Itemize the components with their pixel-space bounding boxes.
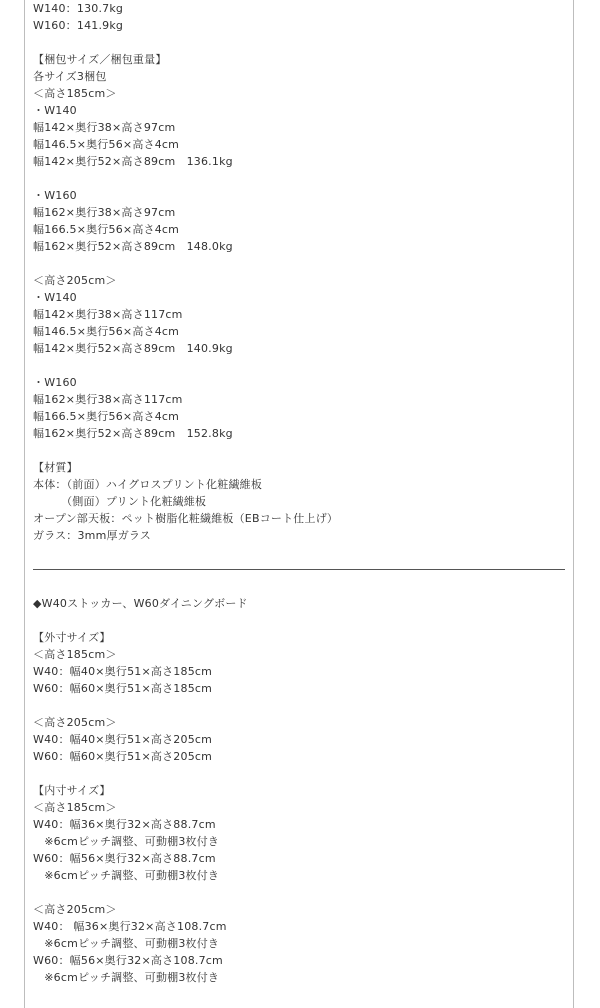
spec-line: ※6cmピッチ調整、可動棚3枚付き — [33, 835, 220, 848]
spec-line: W160：141.9kg — [33, 19, 124, 32]
spec-line: ＜高さ185cm＞ — [33, 648, 117, 661]
spec-line: ＜高さ205cm＞ — [33, 716, 117, 729]
blank-line — [33, 765, 573, 782]
section-divider — [33, 561, 573, 578]
spec-line: W140：130.7kg — [33, 2, 124, 15]
spec-line: ・W160 — [33, 376, 77, 389]
spec-line: ・W140 — [33, 104, 77, 117]
blank-line — [33, 357, 573, 374]
spec-line: ※6cmピッチ調整、可動棚3枚付き — [33, 971, 220, 984]
spec-line: W60：幅60×奥行51×高さ205cm — [33, 750, 213, 763]
spec-line: ・W160 — [33, 189, 77, 202]
blank-line — [33, 170, 573, 187]
blank-line — [33, 578, 573, 595]
spec-line: 【材質】 — [33, 461, 78, 474]
spec-line: 幅162×奥行52×高さ89cm 148.0kg — [33, 240, 233, 253]
spec-line: 【外寸サイズ】 — [33, 631, 111, 644]
spec-line: ◆W40ストッカー、W60ダイニングボード — [33, 597, 248, 610]
spec-line: （側面）プリント化粧繊維板 — [33, 495, 207, 508]
spec-line: 【内寸サイズ】 — [33, 784, 111, 797]
spec-line: 幅146.5×奥行56×高さ4cm — [33, 138, 180, 151]
blank-line — [33, 612, 573, 629]
spec-line: W40：幅36×奥行32×高さ88.7cm — [33, 818, 216, 831]
spec-line: ＜高さ205cm＞ — [33, 274, 117, 287]
spec-line: W40：幅40×奥行51×高さ185cm — [33, 665, 213, 678]
blank-line — [33, 697, 573, 714]
spec-line: W60：幅56×奥行32×高さ108.7cm — [33, 954, 223, 967]
spec-line: 本体：（前面）ハイグロスプリント化粧繊維板 — [33, 478, 263, 491]
spec-line: 幅166.5×奥行56×高さ4cm — [33, 410, 180, 423]
spec-line: ＜高さ185cm＞ — [33, 801, 117, 814]
spec-line: W60：幅56×奥行32×高さ88.7cm — [33, 852, 216, 865]
spec-line: 幅146.5×奥行56×高さ4cm — [33, 325, 180, 338]
spec-line: W60：幅60×奥行51×高さ185cm — [33, 682, 213, 695]
spec-line: 【梱包サイズ／梱包重量】 — [33, 53, 167, 66]
spec-line: 各サイズ3梱包 — [33, 70, 107, 83]
spec-line: ＜高さ185cm＞ — [33, 87, 117, 100]
spec-line: ＜高さ205cm＞ — [33, 903, 117, 916]
blank-line — [33, 544, 573, 561]
blank-line — [33, 255, 573, 272]
spec-line: 幅166.5×奥行56×高さ4cm — [33, 223, 180, 236]
spec-line: ※6cmピッチ調整、可動棚3枚付き — [33, 869, 220, 882]
blank-line — [33, 442, 573, 459]
spec-line: 幅142×奥行52×高さ89cm 136.1kg — [33, 155, 233, 168]
spec-line: オープン部天板：ペット樹脂化粧繊維板（EBコート仕上げ） — [33, 512, 339, 525]
spec-line: 幅162×奥行52×高さ89cm 152.8kg — [33, 427, 233, 440]
blank-line — [33, 884, 573, 901]
spec-line: 幅142×奥行38×高さ117cm — [33, 308, 183, 321]
spec-line: 幅162×奥行38×高さ97cm — [33, 206, 176, 219]
spec-line: 幅142×奥行52×高さ89cm 140.9kg — [33, 342, 233, 355]
spec-line: W40： 幅36×奥行32×高さ108.7cm — [33, 920, 227, 933]
spec-line: ※6cmピッチ調整、可動棚3枚付き — [33, 937, 220, 950]
spec-line: ガラス：3mm厚ガラス — [33, 529, 151, 542]
spec-line: 幅162×奥行38×高さ117cm — [33, 393, 183, 406]
spec-text — [33, 0, 573, 986]
spec-line: ・W140 — [33, 291, 77, 304]
spec-line: 幅142×奥行38×高さ97cm — [33, 121, 176, 134]
spec-line: W40：幅40×奥行51×高さ205cm — [33, 733, 213, 746]
blank-line — [33, 34, 573, 51]
